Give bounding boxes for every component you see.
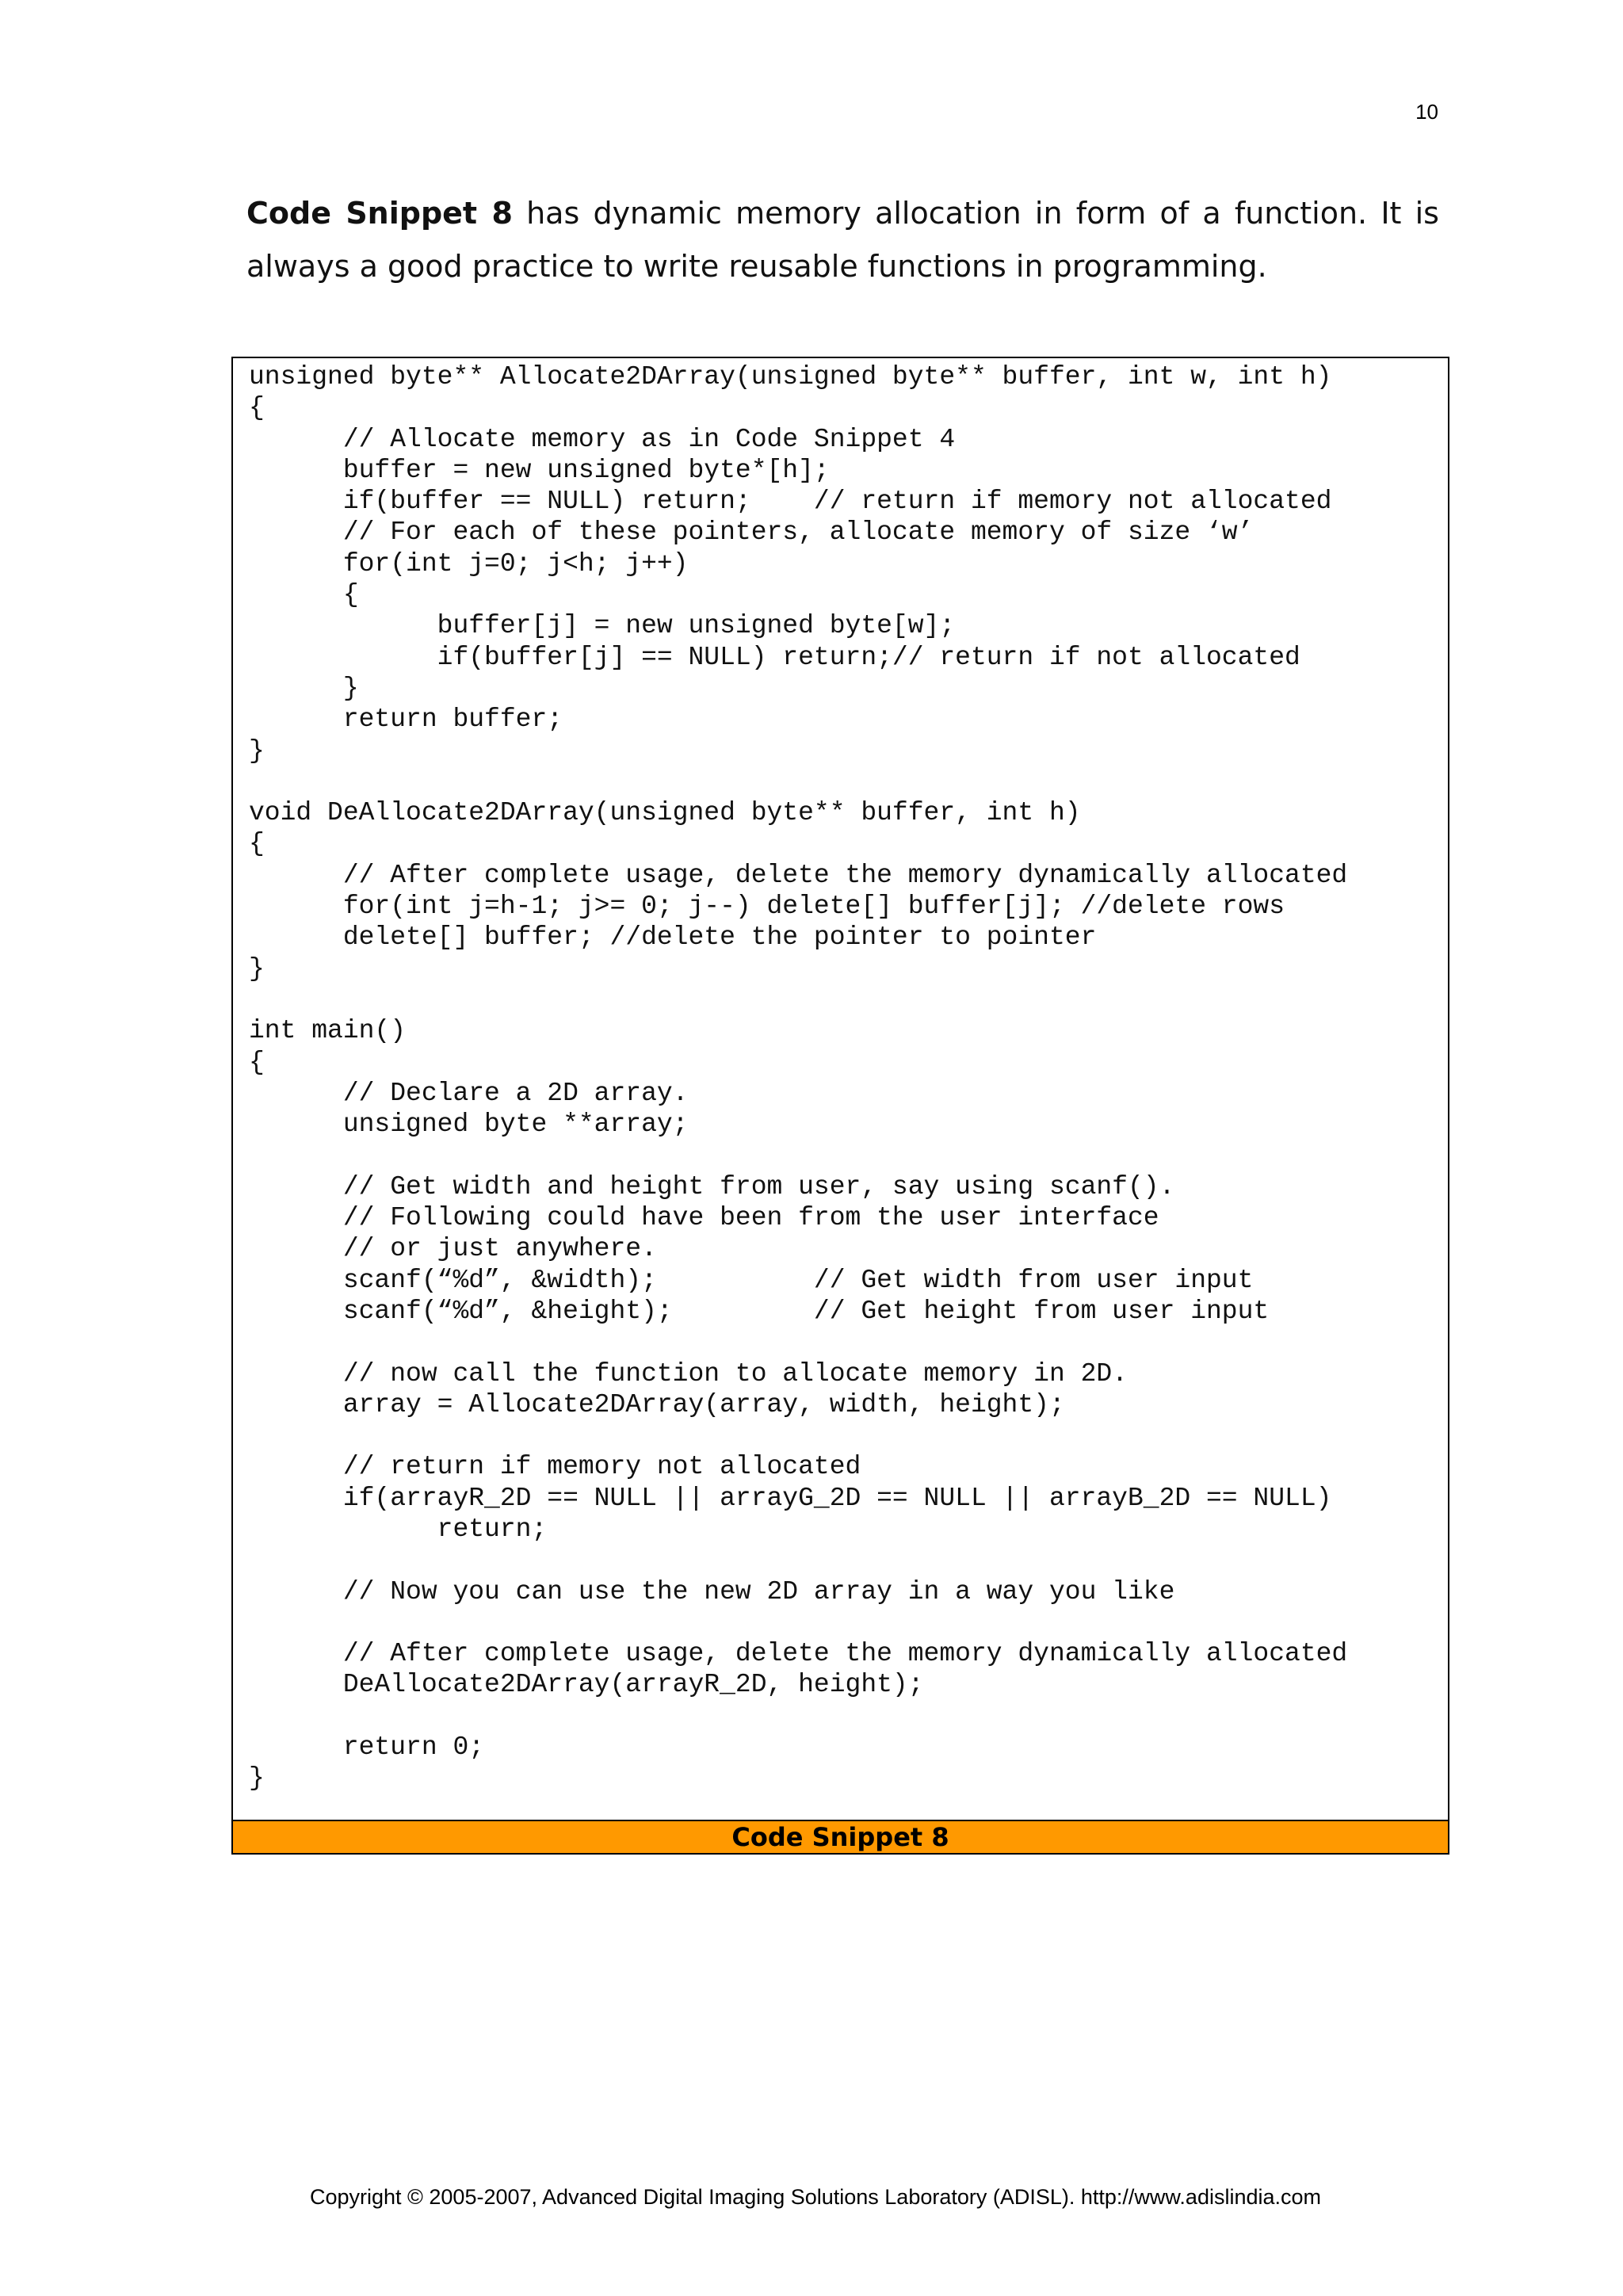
- code-line: buffer[j] = new unsigned byte[w];: [249, 611, 956, 641]
- code-line: // For each of these pointers, allocate memory of size ‘w’: [249, 518, 1254, 548]
- code-line: if(buffer[j] == NULL) return;// return if not allocated: [249, 642, 1300, 672]
- code-line: {: [249, 580, 359, 610]
- code-line: }: [249, 673, 359, 703]
- code-line: [249, 1140, 1448, 1171]
- code-line: [249, 1420, 1448, 1451]
- code-line: for(int j=h-1; j>= 0; j--) delete[] buffer[j]; //delete rows: [249, 892, 1285, 922]
- code-line: if(buffer == NULL) return; // return if memory not allocated: [249, 487, 1332, 517]
- code-line: buffer = new unsigned byte*[h];: [249, 455, 830, 485]
- code-snippet-box: [231, 357, 1449, 1821]
- code-line: array = Allocate2DArray(array, width, height);: [249, 1389, 1065, 1419]
- page-number: 10: [1415, 100, 1438, 124]
- code-line: for(int j=0; j<h; j++): [249, 548, 689, 579]
- code-line: }: [249, 735, 265, 766]
- intro-text: has dynamic memory allocation in form of a function. It is always a good practice to write reusable functions in programming.: [246, 196, 1439, 284]
- code-line: delete[] buffer; //delete the pointer to pointer: [249, 923, 1097, 953]
- code-snippet-caption: Code Snippet 8: [231, 1821, 1449, 1855]
- code-line: scanf(“%d”, &height); // Get height from user input: [249, 1296, 1270, 1326]
- code-line: int main(): [249, 1016, 407, 1046]
- code-line: {: [249, 1047, 265, 1077]
- code-line: // Following could have been from the user interface: [249, 1203, 1159, 1233]
- code-line: return;: [249, 1514, 548, 1544]
- code-line: }: [249, 1763, 265, 1794]
- copyright-footer: Copyright © 2005-2007, Advanced Digital Imaging Solutions Laboratory (ADISL). http://www.adislindia.com: [309, 2185, 1322, 2209]
- code-line: scanf(“%d”, &width); // Get width from user input: [249, 1265, 1254, 1295]
- code-line: // After complete usage, delete the memory dynamically allocated: [249, 860, 1348, 890]
- code-line: void DeAllocate2DArray(unsigned byte** buffer, int h): [249, 798, 1081, 828]
- code-line: }: [249, 953, 265, 984]
- code-line: unsigned byte** Allocate2DArray(unsigned byte** buffer, int w, int h): [249, 362, 1332, 392]
- intro-bold-reference: Code Snippet 8: [246, 196, 513, 231]
- code-line: // Declare a 2D array.: [249, 1078, 689, 1108]
- code-line: // now call the function to allocate memory in 2D.: [249, 1358, 1128, 1389]
- code-line: [249, 984, 1448, 1015]
- code-line: // After complete usage, delete the memory dynamically allocated: [249, 1639, 1348, 1669]
- code-line: [249, 766, 1448, 797]
- code-line: [249, 1327, 1448, 1358]
- code-line: [249, 1607, 1448, 1638]
- code-line: // return if memory not allocated: [249, 1452, 861, 1482]
- code-line: {: [249, 829, 265, 859]
- code-line: return buffer;: [249, 705, 563, 735]
- code-line: DeAllocate2DArray(arrayR_2D, height);: [249, 1670, 924, 1700]
- code-line: // Now you can use the new 2D array in a way you like: [249, 1576, 1175, 1606]
- code-line: // Get width and height from user, say using scanf().: [249, 1171, 1175, 1201]
- code-body: [233, 358, 1448, 1824]
- code-line: unsigned byte **array;: [249, 1110, 689, 1140]
- intro-paragraph: [246, 187, 1439, 293]
- code-line: // or just anywhere.: [249, 1234, 657, 1264]
- code-line: [249, 1701, 1448, 1732]
- code-line: if(arrayR_2D == NULL || arrayG_2D == NULL || arrayB_2D == NULL): [249, 1483, 1332, 1513]
- code-line: {: [249, 393, 265, 423]
- code-line: [249, 1545, 1448, 1576]
- code-line: return 0;: [249, 1733, 485, 1763]
- code-line: // Allocate memory as in Code Snippet 4: [249, 424, 956, 454]
